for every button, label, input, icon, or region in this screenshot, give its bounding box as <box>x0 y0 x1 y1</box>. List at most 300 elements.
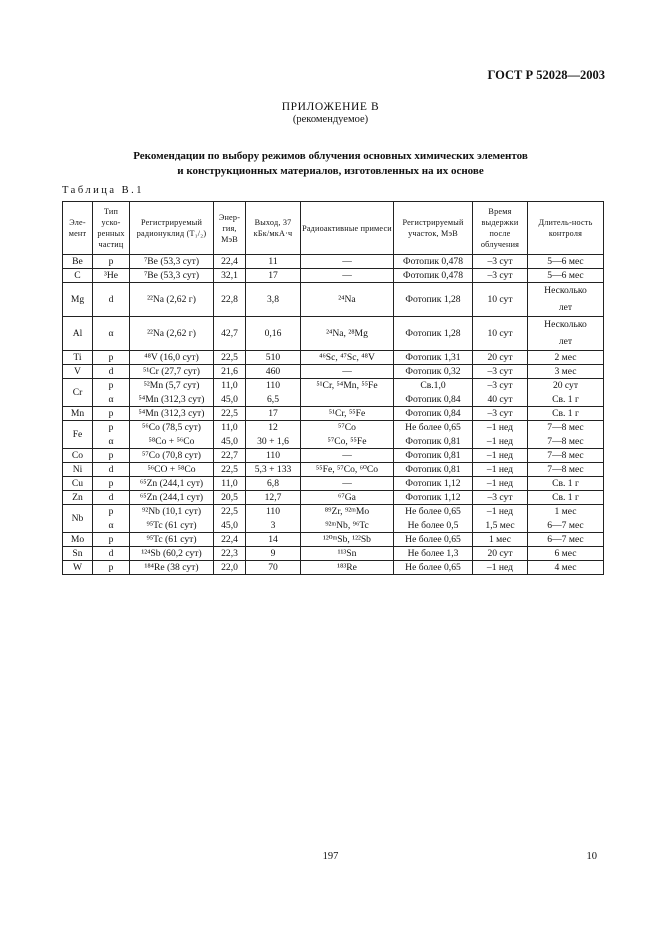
cell-line: p <box>108 506 114 517</box>
cell-line: Nb <box>71 513 84 524</box>
cell-region <box>394 491 473 505</box>
cell-element <box>63 255 93 269</box>
cell-cooling-time <box>473 317 528 351</box>
cell-radionuclide <box>130 365 214 379</box>
cell-cooling-time <box>473 505 528 533</box>
cell-line: –1 нед <box>486 464 514 475</box>
cell-yield <box>246 269 301 283</box>
cell-particle-type <box>93 477 130 491</box>
cell-line: α <box>108 520 114 531</box>
cell-line: — <box>342 450 352 461</box>
cell-line: лет <box>558 302 573 313</box>
cell-line: 9 <box>270 548 276 559</box>
cell-line: –3 сут <box>487 380 513 391</box>
cell-impurities <box>301 407 394 421</box>
cell-line: 45,0 <box>221 436 238 447</box>
cell-line: –3 сут <box>487 270 513 281</box>
cell-radionuclide <box>130 283 214 317</box>
cell-cooling-time <box>473 269 528 283</box>
cell-line: 0,16 <box>264 327 282 339</box>
cell-duration <box>528 477 604 491</box>
cell-radionuclide <box>130 477 214 491</box>
cell-line: –1 нед <box>486 478 514 489</box>
cell-line: ²²Na (2,62 г) <box>147 327 196 339</box>
cell-line: ⁵⁴Mn (312,3 сут) <box>138 394 205 405</box>
cell-line: ¹⁸⁴Re (38 сут) <box>144 562 199 573</box>
cell-line: Ni <box>72 464 83 475</box>
heading-line-2: и конструкционных материалов, изготовленных на их основе <box>177 165 484 177</box>
cell-duration <box>528 561 604 575</box>
appendix-subtitle: (рекомендуемое) <box>292 114 369 125</box>
table-body <box>63 255 604 575</box>
cell-duration <box>528 379 604 407</box>
cell-line: ⁵¹Cr (27,7 сут) <box>143 366 200 377</box>
cell-line: d <box>108 366 114 377</box>
table-row <box>63 255 604 269</box>
cell-impurities <box>301 547 394 561</box>
cell-line: 2 мес <box>554 352 577 363</box>
cell-line: p <box>108 408 114 419</box>
cell-energy <box>214 533 246 547</box>
cell-line: p <box>108 422 114 433</box>
cell-line: ⁶⁵Zn (244,1 сут) <box>139 492 204 503</box>
cell-energy <box>214 421 246 449</box>
cell-line: ⁸⁹Zr, ⁹²ᵐMo <box>324 506 370 517</box>
cell-line: –3 сут <box>487 492 513 503</box>
cell-line: — <box>342 366 352 377</box>
cell-element <box>63 269 93 283</box>
cell-line: — <box>342 256 352 267</box>
cell-line: p <box>108 352 114 363</box>
cell-line: Не более 1,3 <box>407 548 459 559</box>
cell-element <box>63 449 93 463</box>
cell-line: Fe <box>72 429 83 440</box>
cell-impurities <box>301 463 394 477</box>
table-row <box>63 317 604 351</box>
cell-energy <box>214 547 246 561</box>
cell-yield <box>246 491 301 505</box>
cell-line: 6 мес <box>554 548 577 559</box>
cell-line: 20,5 <box>221 492 238 503</box>
cell-line: 6,8 <box>267 478 279 489</box>
table-row <box>63 491 604 505</box>
cell-line: p <box>108 256 114 267</box>
cell-cooling-time <box>473 379 528 407</box>
cell-radionuclide <box>130 491 214 505</box>
cell-radionuclide <box>130 269 214 283</box>
cell-line: p <box>108 450 114 461</box>
cell-line: 12,7 <box>264 492 282 503</box>
cell-line: ⁹²ᵐNb, ⁹⁶Tc <box>325 520 369 531</box>
cell-line: α <box>108 394 114 405</box>
cell-element <box>63 421 93 449</box>
cell-yield <box>246 365 301 379</box>
cell-line: Несколько <box>544 285 587 296</box>
cell-line: p <box>108 534 114 545</box>
cell-line: Фотопик 0,478 <box>402 256 464 267</box>
cell-element <box>63 491 93 505</box>
cell-line: — <box>342 270 352 281</box>
cell-impurities <box>301 491 394 505</box>
cell-line: –1 нед <box>486 562 514 573</box>
cell-yield <box>246 317 301 351</box>
cell-line: Фотопик 0,81 <box>405 436 461 447</box>
cell-line: –3 сут <box>487 366 513 377</box>
table-row <box>63 421 604 449</box>
cell-line: 110 <box>265 380 281 391</box>
cell-region <box>394 505 473 533</box>
cell-impurities <box>301 269 394 283</box>
cell-element <box>63 365 93 379</box>
cell-line: 22,4 <box>221 256 238 267</box>
cell-line: 110 <box>265 450 281 461</box>
cell-line: Фотопик 1,12 <box>405 478 461 489</box>
cell-impurities <box>301 317 394 351</box>
cell-element <box>63 477 93 491</box>
cell-energy <box>214 283 246 317</box>
cell-line: Св. 1 г <box>552 394 579 405</box>
cell-cooling-time <box>473 533 528 547</box>
cell-line: Фотопик 1,28 <box>405 293 461 305</box>
cell-line: 11,0 <box>221 422 238 433</box>
cell-particle-type <box>93 255 130 269</box>
cell-line: 40 сут <box>487 394 513 405</box>
cell-duration <box>528 547 604 561</box>
cell-line: 12 <box>268 422 278 433</box>
cell-line: Cu <box>71 478 84 489</box>
cell-line: ⁹⁵Tc (61 сут) <box>146 520 197 531</box>
cell-impurities <box>301 505 394 533</box>
cell-yield <box>246 379 301 407</box>
cell-element <box>63 547 93 561</box>
cell-line: Фотопик 1,31 <box>405 352 461 363</box>
cell-line: 6—7 мес <box>547 534 584 545</box>
cell-duration <box>528 269 604 283</box>
table-row <box>63 505 604 533</box>
section-heading <box>0 149 661 179</box>
cell-element <box>63 317 93 351</box>
cell-region <box>394 463 473 477</box>
cell-line: ⁵⁶Co (78,5 сут) <box>142 422 201 433</box>
cell-line: d <box>108 492 114 503</box>
cell-element <box>63 463 93 477</box>
cell-line: ⁶⁷Ga <box>338 492 356 503</box>
cell-region <box>394 421 473 449</box>
appendix-title: ПРИЛОЖЕНИЕ В <box>281 101 380 113</box>
cell-cooling-time <box>473 449 528 463</box>
irradiation-table <box>62 201 604 575</box>
table-label: Таблица В.1 <box>62 185 145 196</box>
cell-region <box>394 449 473 463</box>
cell-line: ⁵⁴Mn (312,3 сут) <box>138 408 205 419</box>
cell-line: ⁴⁸V (16,0 сут) <box>144 352 199 363</box>
table-row <box>63 407 604 421</box>
cell-element <box>63 561 93 575</box>
cell-yield <box>246 463 301 477</box>
cell-energy <box>214 365 246 379</box>
cell-particle-type <box>93 491 130 505</box>
cell-impurities <box>301 421 394 449</box>
cell-line: –1 нед <box>486 436 514 447</box>
cell-line: ⁵¹Cr, ⁵⁴Mn, ⁵⁵Fe <box>316 380 378 391</box>
cell-impurities <box>301 365 394 379</box>
cell-element <box>63 379 93 407</box>
cell-particle-type <box>93 463 130 477</box>
cell-line: 3,8 <box>267 293 279 305</box>
cell-impurities <box>301 561 394 575</box>
table-row <box>63 365 604 379</box>
cell-cooling-time <box>473 351 528 365</box>
cell-line: ⁵⁷Co, ⁵⁵Fe <box>327 436 367 447</box>
cell-yield <box>246 561 301 575</box>
cell-line: Be <box>72 256 83 267</box>
cell-duration <box>528 365 604 379</box>
cell-line: — <box>342 478 352 489</box>
cell-line: 11,0 <box>221 478 238 489</box>
cell-impurities <box>301 255 394 269</box>
cell-energy <box>214 505 246 533</box>
cell-cooling-time <box>473 365 528 379</box>
cell-line: –3 сут <box>487 256 513 267</box>
cell-line: ²⁴Na, ²⁸Mg <box>326 327 368 339</box>
cell-line: Zn <box>72 492 83 503</box>
cell-cooling-time <box>473 463 528 477</box>
cell-cooling-time <box>473 255 528 269</box>
table-row <box>63 463 604 477</box>
table-row <box>63 351 604 365</box>
cell-line: ¹⁸³Re <box>337 562 357 573</box>
cell-line: 22,5 <box>221 408 238 419</box>
cell-line: 20 сут <box>487 548 513 559</box>
cell-line: ⁵⁷Co <box>338 422 356 433</box>
header-region: Регистрируемый участок, МэВ <box>394 202 473 255</box>
cell-line: Cr <box>72 387 83 398</box>
cell-duration <box>528 317 604 351</box>
header-duration: Длитель-ность контроля <box>528 202 604 255</box>
cell-yield <box>246 477 301 491</box>
page-number: 197 <box>322 851 339 862</box>
header-radionuclide: Регистрируемый радионуклид (T₁/₂) <box>130 202 214 255</box>
cell-line: Mn <box>70 408 85 419</box>
cell-yield <box>246 351 301 365</box>
cell-yield <box>246 283 301 317</box>
cell-radionuclide <box>130 533 214 547</box>
cell-radionuclide <box>130 379 214 407</box>
cell-line: 70 <box>268 562 278 573</box>
document-code: ГОСТ Р 52028—2003 <box>487 68 605 82</box>
cell-line: C <box>74 270 81 281</box>
sheet-number: 10 <box>586 851 597 862</box>
cell-particle-type <box>93 505 130 533</box>
cell-radionuclide <box>130 561 214 575</box>
cell-line: 11,0 <box>221 380 238 391</box>
cell-element <box>63 407 93 421</box>
cell-line: 14 <box>268 534 278 545</box>
cell-region <box>394 317 473 351</box>
cell-radionuclide <box>130 505 214 533</box>
cell-particle-type <box>93 351 130 365</box>
cell-energy <box>214 379 246 407</box>
cell-line: 22,5 <box>221 352 238 363</box>
cell-duration <box>528 421 604 449</box>
table-row <box>63 283 604 317</box>
cell-radionuclide <box>130 351 214 365</box>
cell-line: p <box>108 478 114 489</box>
cell-line: Св. 1 г <box>552 408 579 419</box>
cell-cooling-time <box>473 561 528 575</box>
cell-line: Фотопик 0,81 <box>405 450 461 461</box>
cell-duration <box>528 463 604 477</box>
cell-line: V <box>74 366 81 377</box>
cell-region <box>394 379 473 407</box>
cell-line: Фотопик 0,32 <box>405 366 461 377</box>
cell-yield <box>246 255 301 269</box>
cell-line: 7—8 мес <box>547 422 584 433</box>
cell-energy <box>214 351 246 365</box>
cell-line: 460 <box>265 366 281 377</box>
cell-line: Co <box>71 450 84 461</box>
cell-line: 7—8 мес <box>547 450 584 461</box>
cell-radionuclide <box>130 407 214 421</box>
cell-line: 4 мес <box>554 562 577 573</box>
cell-line: 6,5 <box>267 394 279 405</box>
cell-duration <box>528 255 604 269</box>
cell-line: 6—7 мес <box>547 520 584 531</box>
cell-region <box>394 561 473 575</box>
cell-energy <box>214 477 246 491</box>
cell-line: 22,5 <box>221 506 238 517</box>
cell-cooling-time <box>473 407 528 421</box>
table-row <box>63 561 604 575</box>
cell-line: ¹²⁴Sb (60,2 сут) <box>141 548 202 559</box>
cell-line: 3 мес <box>554 366 577 377</box>
table-row <box>63 477 604 491</box>
cell-line: 510 <box>265 352 281 363</box>
cell-line: 1,5 мес <box>485 520 515 531</box>
cell-particle-type <box>93 283 130 317</box>
cell-line: Св. 1 г <box>552 478 579 489</box>
cell-yield <box>246 407 301 421</box>
cell-region <box>394 533 473 547</box>
cell-particle-type <box>93 449 130 463</box>
cell-duration <box>528 533 604 547</box>
cell-particle-type <box>93 421 130 449</box>
cell-region <box>394 547 473 561</box>
cell-line: 5—6 мес <box>547 256 584 267</box>
cell-radionuclide <box>130 317 214 351</box>
heading-line-1: Рекомендации по выбору режимов облучения основных химических элементов <box>133 150 528 162</box>
cell-line: ⁵²Mn (5,7 сут) <box>143 380 200 391</box>
cell-line: –3 сут <box>487 408 513 419</box>
cell-line: ⁵⁷Co (70,8 сут) <box>142 450 201 461</box>
cell-line: d <box>108 548 114 559</box>
cell-element <box>63 533 93 547</box>
cell-line: Фотопик 0,81 <box>405 464 461 475</box>
cell-energy <box>214 269 246 283</box>
cell-line: Фотопик 0,84 <box>405 394 461 405</box>
cell-energy <box>214 317 246 351</box>
cell-line: 22,7 <box>221 450 238 461</box>
header-cooling-time: Время выдержки после облучения <box>473 202 528 255</box>
cell-line: 5,3 + 133 <box>254 464 292 475</box>
cell-line: Св.1,0 <box>420 380 446 391</box>
cell-cooling-time <box>473 477 528 491</box>
cell-line: 45,0 <box>221 394 238 405</box>
cell-duration <box>528 505 604 533</box>
cell-line: Ti <box>73 352 82 363</box>
cell-element <box>63 351 93 365</box>
cell-line: 30 + 1,6 <box>257 436 289 447</box>
cell-region <box>394 283 473 317</box>
cell-line: Фотопик 0,478 <box>402 270 464 281</box>
cell-line: Mo <box>70 534 85 545</box>
cell-energy <box>214 255 246 269</box>
cell-line: ²²Na (2,62 г) <box>147 293 196 305</box>
cell-line: –1 нед <box>486 506 514 517</box>
cell-line: 42,7 <box>221 327 238 339</box>
cell-line: 22,5 <box>221 464 238 475</box>
cell-line: 5—6 мес <box>547 270 584 281</box>
cell-line: Mg <box>70 293 85 305</box>
cell-region <box>394 255 473 269</box>
cell-line: Св. 1 г <box>552 492 579 503</box>
cell-line: d <box>108 293 114 305</box>
cell-line: 3 <box>270 520 276 531</box>
cell-impurities <box>301 283 394 317</box>
cell-region <box>394 407 473 421</box>
cell-line: Не более 0,65 <box>405 422 461 433</box>
cell-line: p <box>108 562 114 573</box>
cell-line: 7—8 мес <box>547 464 584 475</box>
cell-particle-type <box>93 533 130 547</box>
cell-line: ⁹⁵Tc (61 сут) <box>146 534 197 545</box>
cell-line: 10 сут <box>487 327 513 339</box>
cell-line: ³He <box>103 270 119 281</box>
cell-line: 17 <box>268 408 278 419</box>
cell-line: 45,0 <box>221 520 238 531</box>
cell-cooling-time <box>473 283 528 317</box>
table-row <box>63 533 604 547</box>
cell-line: p <box>108 380 114 391</box>
cell-duration <box>528 283 604 317</box>
table-row <box>63 547 604 561</box>
cell-line: ¹²⁰ᵐSb, ¹²²Sb <box>323 534 371 545</box>
table-row <box>63 379 604 407</box>
header-energy: Энер-гия, МэВ <box>214 202 246 255</box>
cell-particle-type <box>93 407 130 421</box>
cell-yield <box>246 547 301 561</box>
cell-line: Не более 0,5 <box>407 520 459 531</box>
cell-yield <box>246 449 301 463</box>
cell-radionuclide <box>130 463 214 477</box>
cell-line: 32,1 <box>221 270 238 281</box>
cell-duration <box>528 407 604 421</box>
cell-duration <box>528 491 604 505</box>
cell-line: 21,6 <box>221 366 238 377</box>
cell-cooling-time <box>473 421 528 449</box>
cell-region <box>394 477 473 491</box>
cell-region <box>394 269 473 283</box>
cell-line: ⁹²Nb (10,1 сут) <box>141 506 202 517</box>
cell-line: ²⁴Na <box>338 293 356 305</box>
cell-impurities <box>301 379 394 407</box>
cell-line: 110 <box>265 506 281 517</box>
cell-element <box>63 505 93 533</box>
cell-radionuclide <box>130 547 214 561</box>
cell-line: ⁷Be (53,3 сут) <box>143 270 200 281</box>
cell-line: d <box>108 464 114 475</box>
cell-energy <box>214 449 246 463</box>
